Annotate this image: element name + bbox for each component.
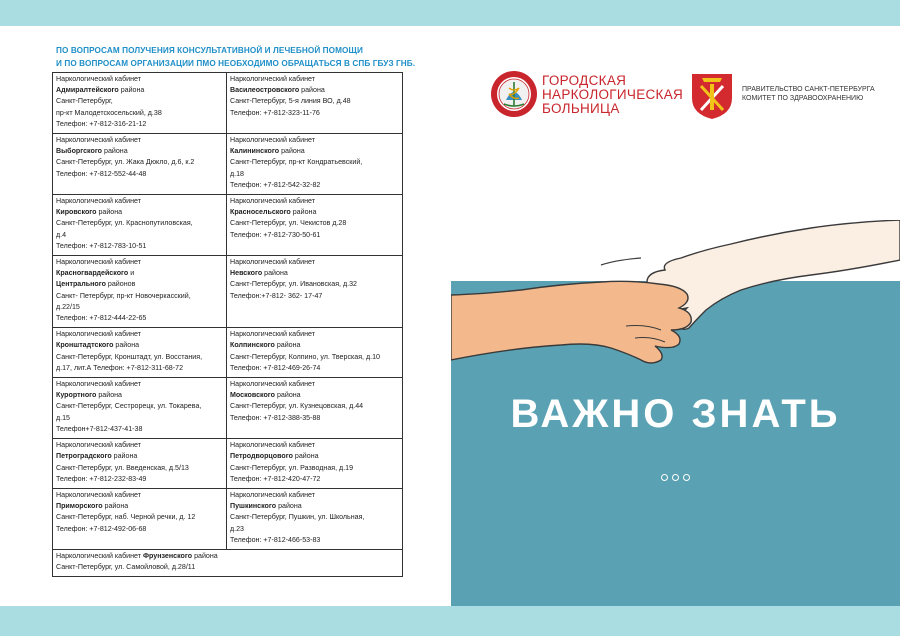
heading-line-2: И ПО ВОПРОСАМ ОРГАНИЗАЦИИ ПМО НЕОБХОДИМО ОБРАЩАТЬСЯ В СПБ ГБУЗ ГНБ. [56,59,416,68]
helping-hands-illustration [451,220,900,370]
clinic-cell [53,256,227,328]
clinic-cell [53,378,227,439]
clinic-line [230,146,399,157]
clinic-line: Телефон: +7-812-492-06-68 [56,524,147,533]
district-name: Невского [230,269,263,278]
clinic-line: Телефон: +7-812-444-22-65 [56,314,147,323]
clinic-line: Телефон: +7-812-783-10-51 [56,241,147,250]
clinic-line: Санкт-Петербург, ул. Разводная, д.19 [230,463,354,472]
district-suffix: района [274,341,301,350]
clinic-line [230,85,399,96]
district-name: Московского [230,391,275,400]
bottom-band [0,606,900,636]
clinic-line: д.22/15 [56,302,80,311]
clinic-line: Телефон: +7-812-469-26-74 [230,363,321,372]
district-name: Колпинского [230,341,275,350]
clinic-line: Наркологический кабинет [56,197,141,206]
clinic-line: Санкт-Петербург, ул. Чекистов д.28 [230,219,347,228]
clinic-line: д.15 [56,413,71,422]
district-name: Калининского [230,147,280,156]
district-name: Василеостровского [230,86,300,95]
clinic-cell [227,439,403,489]
district-suffix: района [118,86,145,95]
district-suffix: района [96,208,123,217]
clinics-table [52,72,403,577]
clinic-line: Наркологический кабинет [56,136,141,145]
clinic-line: Санкт-Петербург, ул. Краснопутиловская, [56,219,193,228]
district-suffix: и [128,269,135,278]
clinic-line [230,451,399,462]
hospital-logo-icon [490,70,538,118]
district-suffix: района [113,341,140,350]
clinic-line [56,390,223,401]
clinic-line [230,501,399,512]
district-suffix: района [102,502,129,511]
clinic-line: Наркологический кабинет [230,136,315,145]
district-suffix: района [279,147,305,156]
table-row [53,549,403,576]
clinic-prefix: Наркологический кабинет [56,551,143,560]
clinic-line: Санкт-Петербург, пр-кт Кондратьевский, [230,158,363,167]
clinic-cell [227,195,403,256]
clinic-cell [53,195,227,256]
clinic-line [56,268,223,279]
district-name: Кронштадтского [56,341,114,350]
clinic-line: Санкт-Петербург, Пушкин, ул. Школьная, [230,513,365,522]
clinic-line: Санкт-Петербург, ул. Самойловой, д.28/11 [56,563,196,572]
clinic-line [56,340,223,351]
clinic-line: Телефон: +7-812-420-47-72 [230,474,321,483]
government-name: ПРАВИТЕЛЬСТВО САНКТ-ПЕТЕРБУРГА КОМИТЕТ ПО ЗДРАВООХРАНЕНИЮ [742,86,875,102]
clinic-line: Телефон: +7-812-730-50-61 [230,230,321,239]
heading-line-1: ПО ВОПРОСАМ ПОЛУЧЕНИЯ КОНСУЛЬТАТИВНОЙ И ЛЕЧЕБНОЙ ПОМОЩИ [56,46,363,55]
top-band [0,0,900,26]
clinic-cell-frunzensky [53,549,403,576]
clinic-line: Телефон+7-812-437-41-38 [56,424,143,433]
clinic-cell [53,439,227,489]
clinic-line: Санкт-Петербург, [56,97,113,106]
clinic-line [230,390,399,401]
table-row [53,256,403,328]
clinic-cell [53,73,227,134]
district-name: Пушкинского [230,502,277,511]
district-name: Адмиралтейского [56,86,119,95]
district-name: Петродворцового [230,452,293,461]
district-suffix: района [292,452,319,461]
clinic-line: Санкт-Петербург, Кронштадт, ул. Восстания, [56,352,203,361]
district-name: Фрунзенского [142,551,193,560]
important-title: ВАЖНО ЗНАТЬ [510,392,841,436]
clinic-line: Наркологический кабинет [230,490,315,499]
clinic-cell [53,328,227,378]
table-row [53,378,403,439]
clinic-cell [227,328,403,378]
clinic-line: Санкт-Петербург, ул. Кузнецовская, д.44 [230,402,364,411]
clinic-line: Санкт-Петербург, Сестрорецк, ул. Токарева, [56,402,202,411]
district-suffix: районов [105,280,136,289]
district-name: Красногвардейского [56,269,129,278]
district-name: Центрального [56,280,106,289]
clinic-line: Санкт-Петербург, Колпино, ул. Тверская, д.10 [230,352,380,361]
district-suffix: района [102,147,128,156]
clinic-line: Телефон: +7-812-542-32-82 [230,180,321,189]
clinic-line [230,340,399,351]
clinic-line: Наркологический кабинет [56,75,141,83]
clinic-line [56,207,223,218]
left-heading [56,44,436,70]
clinic-line: Наркологический кабинет [230,75,315,83]
ellipsis-dots [661,474,690,481]
table-row [53,488,403,549]
clinic-line: Наркологический кабинет [56,330,141,339]
district-name: Выборгского [56,147,103,156]
district-name: Кировского [56,208,97,217]
clinic-line: д.23 [230,524,245,533]
clinic-cell [227,378,403,439]
clinic-line: пр-кт Малодетскосельский, д.38 [56,108,162,117]
district-suffix: района [96,391,123,400]
clinic-line: Наркологический кабинет [230,441,315,450]
district-suffix: района [276,502,302,511]
clinic-line [56,501,223,512]
table-row [53,439,403,489]
clinic-cell [227,73,403,134]
clinic-line: д.17, лит.А Телефон: +7-812-311-68-72 [56,363,184,372]
clinic-cell [53,134,227,195]
dot-icon [672,474,679,481]
table-row [53,328,403,378]
clinic-cell [227,256,403,328]
district-name: Курортного [56,391,97,400]
dot-icon [683,474,690,481]
clinic-line: Телефон: +7-812-552-44-48 [56,169,147,178]
table-row [53,73,403,134]
clinic-line [230,207,399,218]
clinic-line [56,451,223,462]
hospital-name: ГОРОДСКАЯ НАРКОЛОГИЧЕСКАЯ БОЛЬНИЦА [542,73,684,116]
clinic-line [56,279,223,290]
clinic-line [56,551,399,562]
clinic-line: Санкт- Петербург, пр-кт Новочеркасский, [56,291,191,300]
district-name: Петроградского [56,452,112,461]
clinic-line [56,146,223,157]
district-suffix: района [262,269,288,278]
table-row [53,195,403,256]
dot-icon [661,474,668,481]
district-suffix: района [111,452,138,461]
clinic-line: Телефон: +7-812-323-11-76 [230,108,320,117]
district-suffix: района [192,551,218,560]
clinic-line: Наркологический кабинет [230,330,315,339]
clinic-line: Санкт-Петербург, ул. Жака Дюкло, д.6, к.2 [56,158,195,167]
clinic-line: Наркологический кабинет [56,490,141,499]
clinic-line: Телефон: +7-812-232-83-49 [56,474,147,483]
district-name: Красносельского [230,208,291,217]
clinic-line: Санкт-Петербург, ул. Введенская, д.5/13 [56,463,189,472]
clinic-line: Санкт-Петербург, наб. Черной речки, д. 12 [56,513,196,522]
district-suffix: района [275,391,301,400]
clinic-line: Наркологический кабинет [56,380,141,389]
district-suffix: района [299,86,325,95]
table-row [53,134,403,195]
clinic-line: д.18 [230,169,245,178]
clinic-line: Санкт-Петербург, ул. Ивановская, д.32 [230,280,358,289]
district-suffix: района [290,208,317,217]
clinic-line [56,85,223,96]
clinic-cell [227,134,403,195]
clinic-line: Наркологический кабинет [230,380,315,389]
spb-coat-of-arms-icon [690,72,734,120]
clinic-line: Наркологический кабинет [56,441,141,450]
clinic-cell [227,488,403,549]
clinic-line [230,268,399,279]
clinic-line: Телефон:+7-812- 362- 17-47 [230,291,323,300]
clinic-line: д.4 [56,230,67,239]
clinic-line: Телефон: +7-812-316-21-12 [56,119,147,128]
clinic-line: Телефон: +7-812-466-53-83 [230,535,321,544]
clinic-line: Наркологический кабинет [56,258,141,267]
clinic-line: Телефон: +7-812-388-35-88 [230,413,321,422]
clinic-line: Наркологический кабинет [230,197,315,206]
district-name: Приморского [56,502,103,511]
clinic-line: Наркологический кабинет [230,258,315,267]
clinic-line: Санкт-Петербург, 5-я линия ВО, д.48 [230,97,351,106]
clinic-cell [53,488,227,549]
